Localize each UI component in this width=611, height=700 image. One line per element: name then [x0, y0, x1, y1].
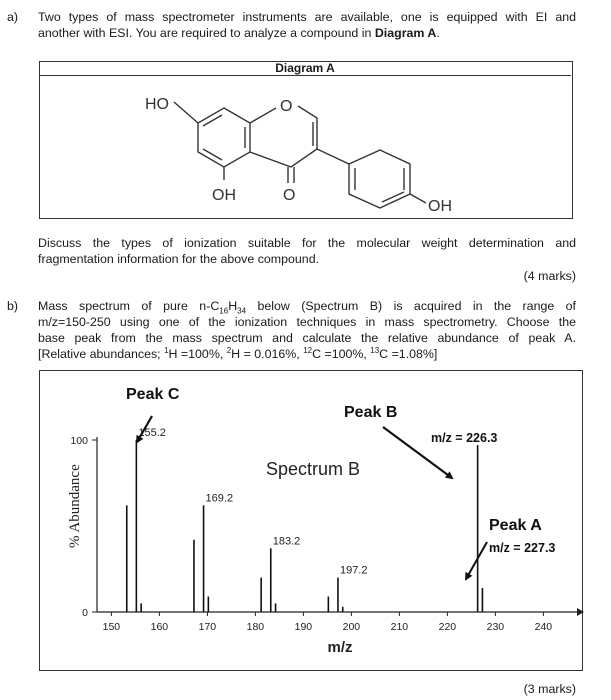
- x-tick-label-180: 180: [246, 621, 265, 633]
- x-tick-label-200: 200: [342, 621, 361, 633]
- peak-a-arrow: [466, 542, 487, 579]
- part-b-line-1-pre: Mass spectrum of pure n-C: [38, 299, 220, 313]
- part-b-line-2: m/z=150-250 using one of the ionization techniques in mass spectrometry. Choose the: [38, 315, 576, 329]
- y-tick-label-0: 0: [82, 607, 88, 619]
- abund-12c: C =100%,: [312, 347, 371, 361]
- peak-a-mz: m/z = 227.3: [489, 541, 556, 555]
- abund-sup-12c: 12: [303, 345, 313, 355]
- part-a-line-1: Two types of mass spectrometer instruments are available, one is equipped with EI and: [38, 10, 576, 24]
- formula-sub-h: 34: [237, 306, 247, 316]
- discuss-line-1: Discuss the types of ionization suitable for the molecular weight determination and: [38, 236, 576, 250]
- peak-label-155.2: 155.2: [138, 427, 166, 439]
- x-tick-label-220: 220: [438, 621, 457, 633]
- label-carbonyl-o: O: [283, 187, 296, 204]
- part-b-line-3: base peak from the mass spectrum and calculate the relative abundance of peak A.: [38, 331, 576, 345]
- label-oh-right: OH: [428, 198, 452, 215]
- x-tick-label-150: 150: [102, 621, 121, 633]
- label-ho: HO: [145, 96, 169, 113]
- part-a-line-2-text: another with ESI. You are required to analyze a compound in: [38, 26, 375, 40]
- x-tick-label-190: 190: [294, 621, 313, 633]
- label-oh-bottom: OH: [212, 187, 236, 204]
- peak-label-183.2: 183.2: [272, 535, 301, 548]
- part-a-line-2-end: .: [436, 26, 440, 40]
- abund-13c: C =1.08%]: [379, 347, 438, 361]
- peak-c-label: Peak C: [126, 386, 180, 403]
- diagram-a-title: Diagram A: [275, 61, 335, 75]
- discuss-line-2: fragmentation information for the above compound.: [38, 252, 320, 266]
- peak-b-label: Peak B: [344, 404, 398, 421]
- x-axis-arrow: [577, 608, 584, 616]
- abund-prefix: [Relative abundances;: [38, 347, 165, 361]
- spectrum-title: Spectrum B: [265, 459, 361, 479]
- abund-sup-2h: 2: [226, 345, 232, 355]
- part-b-letter: b): [7, 299, 19, 313]
- part-a-letter: a): [7, 10, 19, 24]
- formula-sub-c: 16: [219, 306, 229, 316]
- y-axis-label: % Abundance: [67, 464, 83, 548]
- formula-h: H: [228, 299, 238, 313]
- abund-2h: H = 0.016%,: [231, 347, 304, 361]
- part-a-marks: (4 marks): [523, 269, 576, 283]
- peak-label-169.2: 169.2: [205, 492, 234, 505]
- x-tick-label-240: 240: [534, 621, 553, 633]
- x-tick-label-160: 160: [150, 621, 169, 633]
- peak-b-mz: m/z = 226.3: [431, 431, 498, 445]
- x-tick-label-170: 170: [198, 621, 217, 633]
- abund-sup-1h: 1: [164, 345, 169, 355]
- peak-a-label: Peak A: [489, 517, 542, 534]
- x-tick-label-210: 210: [390, 621, 409, 633]
- x-axis-label: m/z: [327, 639, 353, 656]
- part-b-marks: (3 marks): [523, 682, 576, 696]
- x-tick-label-230: 230: [486, 621, 505, 633]
- y-tick-label-100: 100: [70, 435, 88, 447]
- abund-sup-13c: 13: [370, 345, 380, 355]
- abund-1h: H =100%,: [168, 347, 227, 361]
- part-b-line-1-post: below (Spectrum B) is acquired in the range of: [246, 299, 576, 313]
- diagram-a-reference: Diagram A: [374, 26, 437, 40]
- peak-label-197.2: 197.2: [339, 564, 368, 577]
- label-ring-o: O: [280, 98, 293, 115]
